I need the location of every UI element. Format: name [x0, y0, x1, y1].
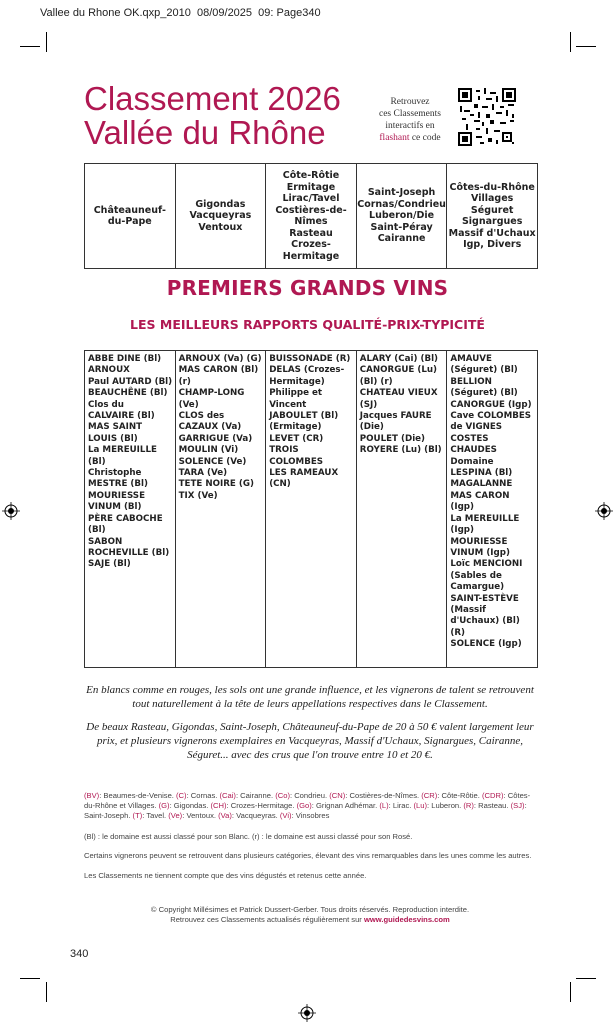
registration-mark-icon: [595, 502, 613, 520]
note-categories: Certains vignerons peuvent se retrouvent dans plusieurs catégories, élevant des vins remarquables dans les unes comme les autres.: [84, 851, 532, 860]
wine-entry: BEAUCHÊNE (Bl): [88, 388, 168, 399]
wine-entry: CANORGUE (Lu) (Bl) (r): [359, 365, 438, 387]
wine-entry: SOLENCE (Igp): [450, 639, 522, 650]
wine-entry: Domaine LESPINA (Bl): [450, 456, 513, 479]
wine-entry: Cave COLOMBES de VIGNES: [450, 411, 532, 433]
wine-entry: SOLENCE (Ve): [178, 456, 247, 467]
qr-note-highlight: flashant: [379, 133, 410, 143]
wine-entry: MOURIESSE VINUM (Igp): [450, 536, 510, 558]
slug-filename: Vallee du Rhone OK.qxp_2010: [40, 7, 191, 19]
website-link[interactable]: www.guidedesvins.com: [363, 915, 450, 924]
note-tasted: Les Classements ne tiennent compte que des vins dégustés et retenus cette année.: [84, 871, 367, 880]
wine-entry: CANORGUE (Igp): [450, 399, 532, 410]
abbreviation-code: (CH): [210, 801, 227, 810]
slug-date: 08/09/2025: [196, 7, 253, 19]
wine-entry: CHATEAU VIEUX (SJ): [359, 388, 438, 410]
wine-entry: LEVET (CR): [269, 433, 324, 444]
appellation-column: Côte-Rôtie Ermitage Lirac/Tavel Costières-de- Nîmes Rasteau Crozes-Hermitage: [266, 164, 357, 268]
note-blanc-rose: (Bl) : le domaine est aussi classé pour son Blanc. (r) : le domaine est aussi classé pour son Rosé.: [84, 832, 413, 841]
abbreviation-label: : Rasteau.: [473, 801, 511, 810]
wine-entry: SABON ROCHEVILLE (Bl): [88, 536, 170, 558]
wine-entry: ROYERE (Lu) (Bl): [359, 445, 442, 456]
abbreviation-label: : Gigondas.: [169, 801, 211, 810]
wine-entry: MOULIN (Vi): [178, 445, 239, 456]
appellation-column: Saint-Joseph Cornas/Condrieu Luberon/Die Saint-Péray Cairanne: [357, 164, 448, 268]
abbreviation-code: (Co): [275, 791, 290, 800]
wine-entry: Jacques FAURE (Die): [359, 411, 432, 433]
qr-note-line1: Retrouvez: [390, 97, 430, 107]
abbreviation-code: (Lu): [413, 801, 428, 810]
crop-mark: [570, 982, 571, 1002]
abbreviation-code: (G): [158, 801, 170, 810]
page-title-line1: Classement 2026: [84, 80, 341, 117]
registration-mark-icon: [2, 502, 20, 520]
abbreviation-label: : Côte-Rôtie.: [437, 791, 483, 800]
wine-entry: CLOS des CAZAUX (Va): [178, 411, 242, 433]
wine-entry: PÈRE CABOCHE (Bl): [88, 513, 163, 536]
page-number: 340: [70, 948, 89, 960]
price-paragraph: De beaux Rasteau, Gigondas, Saint-Joseph, Châteauneuf-du-Pape de 20 à 50 € valent largement leur prix, et plusieurs vignerons exemplaires en Vacqueyras, Massif d'Uchaux, Signargues, Cairanne, Séguret... avec des crus que l'on trouve entre 10 et 20 €.: [86, 721, 534, 761]
appellation-column: Côtes-du-Rhône Villages Séguret Signargues Massif d'Uchaux Igp, Divers: [448, 181, 536, 250]
page-title: [84, 82, 341, 150]
abbreviation-label: : Cairanne.: [235, 791, 276, 800]
crop-mark: [576, 978, 596, 979]
wine-entry: POULET (Die): [359, 433, 426, 444]
copyright-line1: © Copyright Millésimes et Patrick Dussert-Gerber. Tous droits réservés. Reproduction interdite.: [150, 905, 470, 914]
abbreviation-label: : Costières-de-Nîmes.: [345, 791, 422, 800]
wine-entry: ARNOUX: [88, 365, 130, 376]
appellation-column: Gigondas Vacqueyras Ventoux: [176, 164, 267, 268]
section-heading: PREMIERS GRANDS VINS: [166, 276, 449, 300]
wine-entry: BUISSONADE (R): [269, 354, 351, 364]
abbreviation-label: : Cornas.: [186, 791, 220, 800]
abbreviation-code: (Ve): [168, 811, 183, 820]
qr-note: [366, 96, 454, 144]
wine-entry: TETE NOIRE (G): [178, 479, 254, 490]
wine-entry: TIX (Ve): [178, 490, 218, 501]
abbreviation-label: : Ventoux.: [182, 811, 219, 820]
abbreviation-label: : Luberon.: [427, 801, 464, 810]
wine-entry: TROIS COLOMBES: [269, 445, 324, 467]
wine-entry: Philippe et Vincent JABOULET (Bl)(Ermitage): [269, 388, 339, 433]
crop-mark: [576, 46, 596, 47]
registration-mark-icon: [298, 1004, 316, 1022]
crop-mark: [46, 982, 47, 1002]
wine-entry: BELLION (Séguret) (Bl): [450, 376, 518, 399]
wine-entry: Christophe MESTRE (Bl): [88, 468, 148, 490]
wine-entry: MAS CARON (Bl) (r): [178, 365, 259, 387]
abbreviation-label: : Lirac.: [388, 801, 414, 810]
wine-entry: SAINT-ESTÈVE (Massif d'Uchaux) (Bl) (R): [450, 593, 520, 638]
abbreviation-code: (T): [132, 811, 143, 820]
abbreviation-code: (CDR): [482, 791, 504, 800]
abbreviation-label: : Condrieu.: [289, 791, 330, 800]
section-subheading: LES MEILLEURS RAPPORTS QUALITÉ-PRIX-TYPICITÉ: [130, 317, 485, 332]
abbreviation-code: (L): [379, 801, 389, 810]
qr-code-icon[interactable]: [458, 88, 516, 146]
slug-page: Page340: [276, 7, 321, 19]
copyright: [84, 905, 536, 925]
wine-column: [447, 351, 537, 667]
wine-entry: GARRIGUE (Va): [178, 433, 253, 444]
abbreviation-code: (Cai): [219, 791, 236, 800]
slug-time: 09:: [258, 7, 274, 19]
wine-entry: Paul AUTARD (Bl): [88, 376, 173, 387]
abbreviation-code: (CN): [329, 791, 346, 800]
wine-entry: SAJE (Bl): [88, 559, 131, 570]
abbreviation-label: : Grignan Adhémar.: [311, 801, 380, 810]
appellations-table: [84, 163, 538, 269]
wine-entry: MAS CARON (Igp): [450, 490, 510, 513]
wine-entry: MAGALANNE: [450, 479, 513, 490]
abbreviation-label: : Vinsobres: [291, 811, 330, 820]
abbreviation-code: (C): [176, 791, 187, 800]
wine-entry: Clos du CALVAIRE (Bl): [88, 399, 155, 422]
qr-note-tail: ce code: [411, 133, 441, 143]
abbreviation-legend: [84, 791, 536, 821]
copyright-line2: Retrouvez ces Classements actualisés régulièrement sur: [170, 915, 362, 924]
wine-entry: MOURIESSE VINUM (Bl): [88, 490, 145, 513]
wine-entry: DELAS (Crozes-Hermitage): [269, 365, 345, 387]
wine-entry: LES RAMEAUX (CN): [269, 468, 339, 490]
wine-entry: ALARY (Cai) (Bl): [359, 354, 439, 364]
slug-line: [40, 7, 321, 19]
crop-mark: [20, 46, 40, 47]
wine-column: [85, 351, 176, 667]
abbreviation-code: (BV): [84, 791, 100, 800]
wine-entry: ARNOUX (Va) (G): [178, 354, 262, 364]
abbreviation-label: : Tavel.: [142, 811, 169, 820]
wine-entry: MAS SAINT LOUIS (Bl): [88, 422, 143, 444]
qr-note-line2: ces Classements: [378, 109, 441, 119]
abbreviation-label: : Crozes-Hermitage.: [226, 801, 297, 810]
abbreviation-code: (R): [463, 801, 474, 810]
crop-mark: [46, 32, 47, 52]
wine-entry: ABBE DINE (Bl): [88, 354, 162, 364]
abbreviation-label: : Saint-Joseph.: [84, 801, 527, 820]
abbreviation-code: (SJ): [510, 801, 525, 810]
abbreviation-label: : Côtes-du-Rhône et Villages.: [84, 791, 531, 810]
page-title-line2: Vallée du Rhône: [84, 114, 326, 151]
wine-column: [176, 351, 267, 667]
wine-entry: Loïc MENCIONI (Sables de Camargue): [450, 559, 523, 593]
wine-entry: AMAUVE (Séguret) (Bl): [450, 354, 518, 376]
crop-mark: [570, 32, 571, 52]
wine-entry: La MEREUILLE (Igp): [450, 513, 520, 536]
abbreviation-label: : Beaumes-de-Venise.: [99, 791, 177, 800]
appellation-column: Châteauneuf- du-Pape: [85, 164, 176, 268]
abbreviation-code: (Go): [296, 801, 312, 810]
wine-entry: COSTES CHAUDES: [450, 433, 497, 456]
wine-column: [357, 351, 448, 667]
wine-entry: CHAMP-LONG (Ve): [178, 388, 245, 410]
abbreviation-code: (Va): [218, 811, 232, 820]
intro-paragraph: En blancs comme en rouges, les sols ont une grande influence, et les vignerons de talent se retrouvent tout naturellement à la tête de leurs appellations respectives dans le Classement.: [86, 684, 534, 710]
wines-table: [84, 350, 538, 668]
wine-entry: La MEREUILLE (Bl): [88, 445, 157, 467]
wine-entry: TARA (Ve): [178, 468, 228, 479]
abbreviation-code: (Vi): [279, 811, 292, 820]
wine-column: [266, 351, 357, 667]
abbreviation-label: : Vacqueyras.: [231, 811, 280, 820]
crop-mark: [20, 978, 40, 979]
qr-note-line3: interactifs en: [385, 121, 435, 131]
abbreviation-code: (CR): [421, 791, 438, 800]
